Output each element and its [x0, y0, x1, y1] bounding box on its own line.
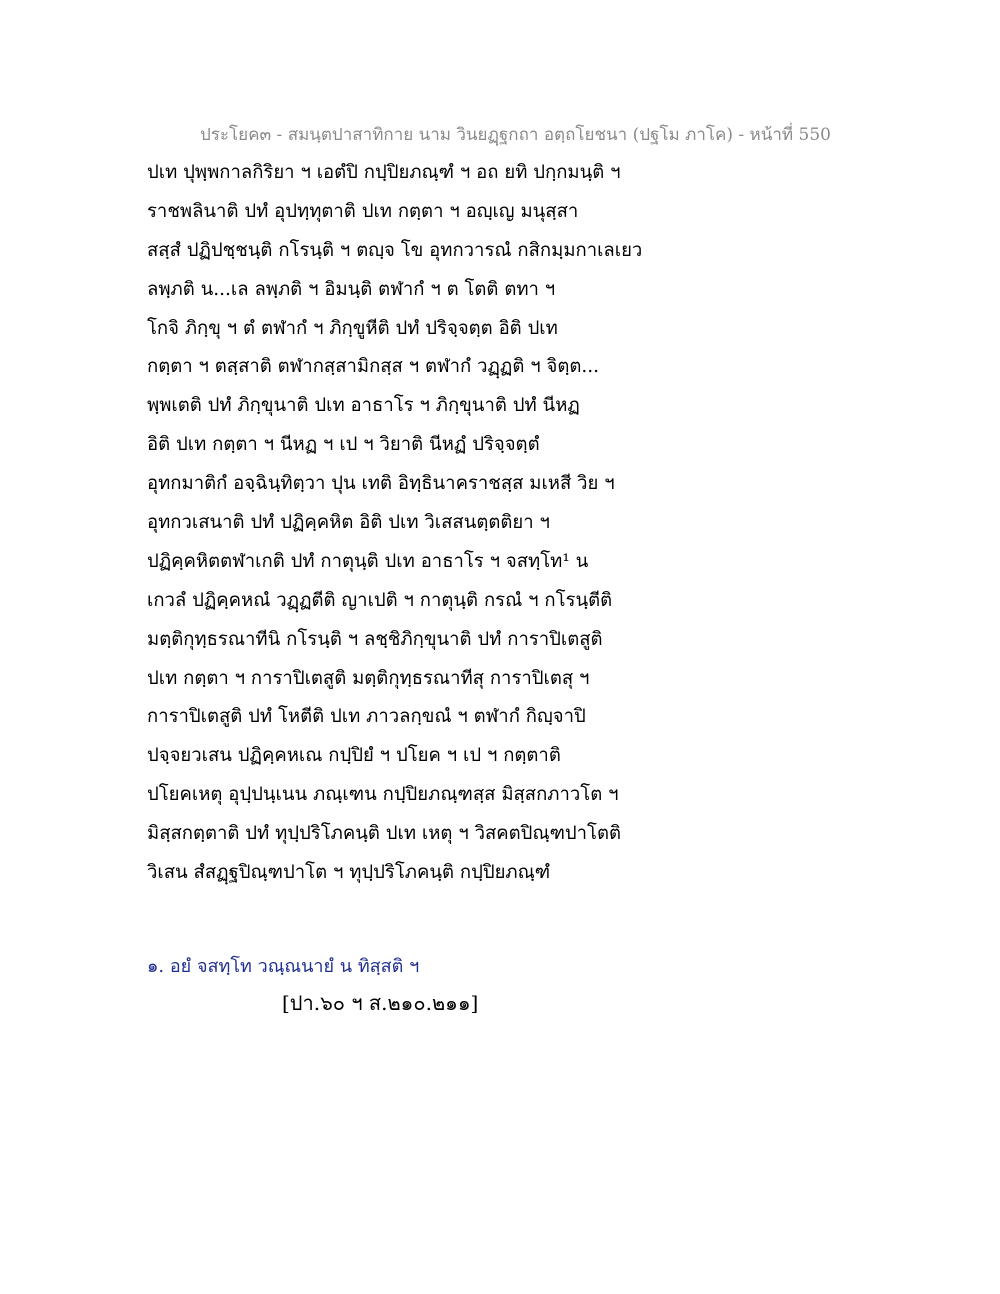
text-line: โกจิ ภิกฺขุ ฯ ตํ ตฬากํ ฯ ภิกฺขูหีติ ปทํ ปริจฺจตฺต อิติ ปเท [147, 317, 558, 339]
text-line: ปจฺจยวเสน ปฏิคฺคหเณ กปฺปิยํ ฯ ปโยค ฯ เป ฯ กตฺตาติ [147, 745, 561, 767]
text-line: อิติ ปเท กตฺตา ฯ นีหฏ ฯ เป ฯ วิยาติ นีหฏํ ปริจฺจตฺตํ [147, 434, 540, 456]
text-line: ปโยคเหตุ อุปฺปนฺเนน ภณฺเฑน กปฺปิยภณฺฑสฺส มิสฺสกภาวโต ฯ [147, 784, 619, 806]
footnote: ๑. อยํ จสทฺโท วณฺณนายํ น ทิสฺสติ ฯ [147, 956, 420, 977]
text-line: การาปิเตสูติ ปทํ โหตีติ ปเท ภาวลกฺขณํ ฯ ตฬากํ กิญฺจาปิ [147, 706, 586, 728]
text-line: เกวลํ ปฏิคฺคหณํ วฏฺฏตีติ ญาเปติ ฯ กาตุนฺติ กรณํ ฯ กโรนฺตีติ [147, 589, 613, 611]
text-line: ราชพลินาติ ปทํ อุปทฺทุตาติ ปเท กตฺตา ฯ อญฺเญ มนุสฺสา [147, 200, 579, 222]
page-reference: [ปา.๖๐ ฯ ส.๒๑๐.๒๑๑] [282, 991, 479, 1015]
text-line: ปเท ปุพฺพกาลกิริยา ฯ เอตํปิ กปฺปิยภณฺฑํ ฯ อถ ยทิ ปกฺกมนฺติ ฯ [147, 162, 621, 183]
text-line: กตฺตา ฯ ตสฺสาติ ตฬากสฺสามิกสฺส ฯ ตฬากํ วฏฺฏติ ฯ จิตฺต... [147, 356, 600, 378]
text-line: วิเสน สํสฏฺฐปิณฺฑปาโต ฯ ทุปฺปริโภคนฺติ กปฺปิยภณฺฑํ [147, 862, 551, 884]
text-line: ปฏิคฺคหิตตฬาเกติ ปทํ กาตุนฺติ ปเท อาธาโร ฯ จสทฺโท¹ น [147, 550, 589, 572]
body-text [147, 158, 947, 897]
text-line: อุทกมาติกํ อจฺฉินฺทิตฺวา ปุน เทติ อิทฺธินาคราชสฺส มเหสี วิย ฯ [147, 473, 615, 495]
text-line: ลพฺภติ น...เล ลพฺภติ ฯ อิมนฺติ ตฬากํ ฯ ต โตติ ตทา ฯ [147, 278, 556, 300]
text-line: อุทกวเสนาติ ปทํ ปฏิคฺคหิต อิติ ปเท วิเสสนตฺตติยา ฯ [147, 512, 550, 534]
text-line: มิสฺสกตฺตาติ ปทํ ทุปฺปริโภคนฺติ ปเท เหตุ ฯ วิสคตปิณฺฑปาโตติ [147, 823, 622, 845]
text-line: สสฺสํ ปฏิปชฺชนฺติ กโรนฺติ ฯ ตญฺจ โข อุทกวารณํ กสิกมฺมกาเลเยว [147, 239, 643, 261]
text-line: มตฺติกุทฺธรณาทีนิ กโรนฺติ ฯ ลชฺชิภิกฺขุนาติ ปทํ การาปิเตสูติ [147, 628, 603, 650]
text-line: ปเท กตฺตา ฯ การาปิเตสูติ มตฺติกุทฺธรณาทีสุ การาปิเตสุ ฯ [147, 667, 590, 689]
running-header: ประโยค๓ - สมนฺตปาสาทิกาย นาม วินยฏฺฐกถา อตฺถโยชนา (ปฐโม ภาโค) - หน้าที่ 550 [200, 125, 831, 145]
text-line: พฺพเตติ ปทํ ภิกฺขุนาติ ปเท อาธาโร ฯ ภิกฺขุนาติ ปทํ นีหฏ [147, 395, 580, 417]
